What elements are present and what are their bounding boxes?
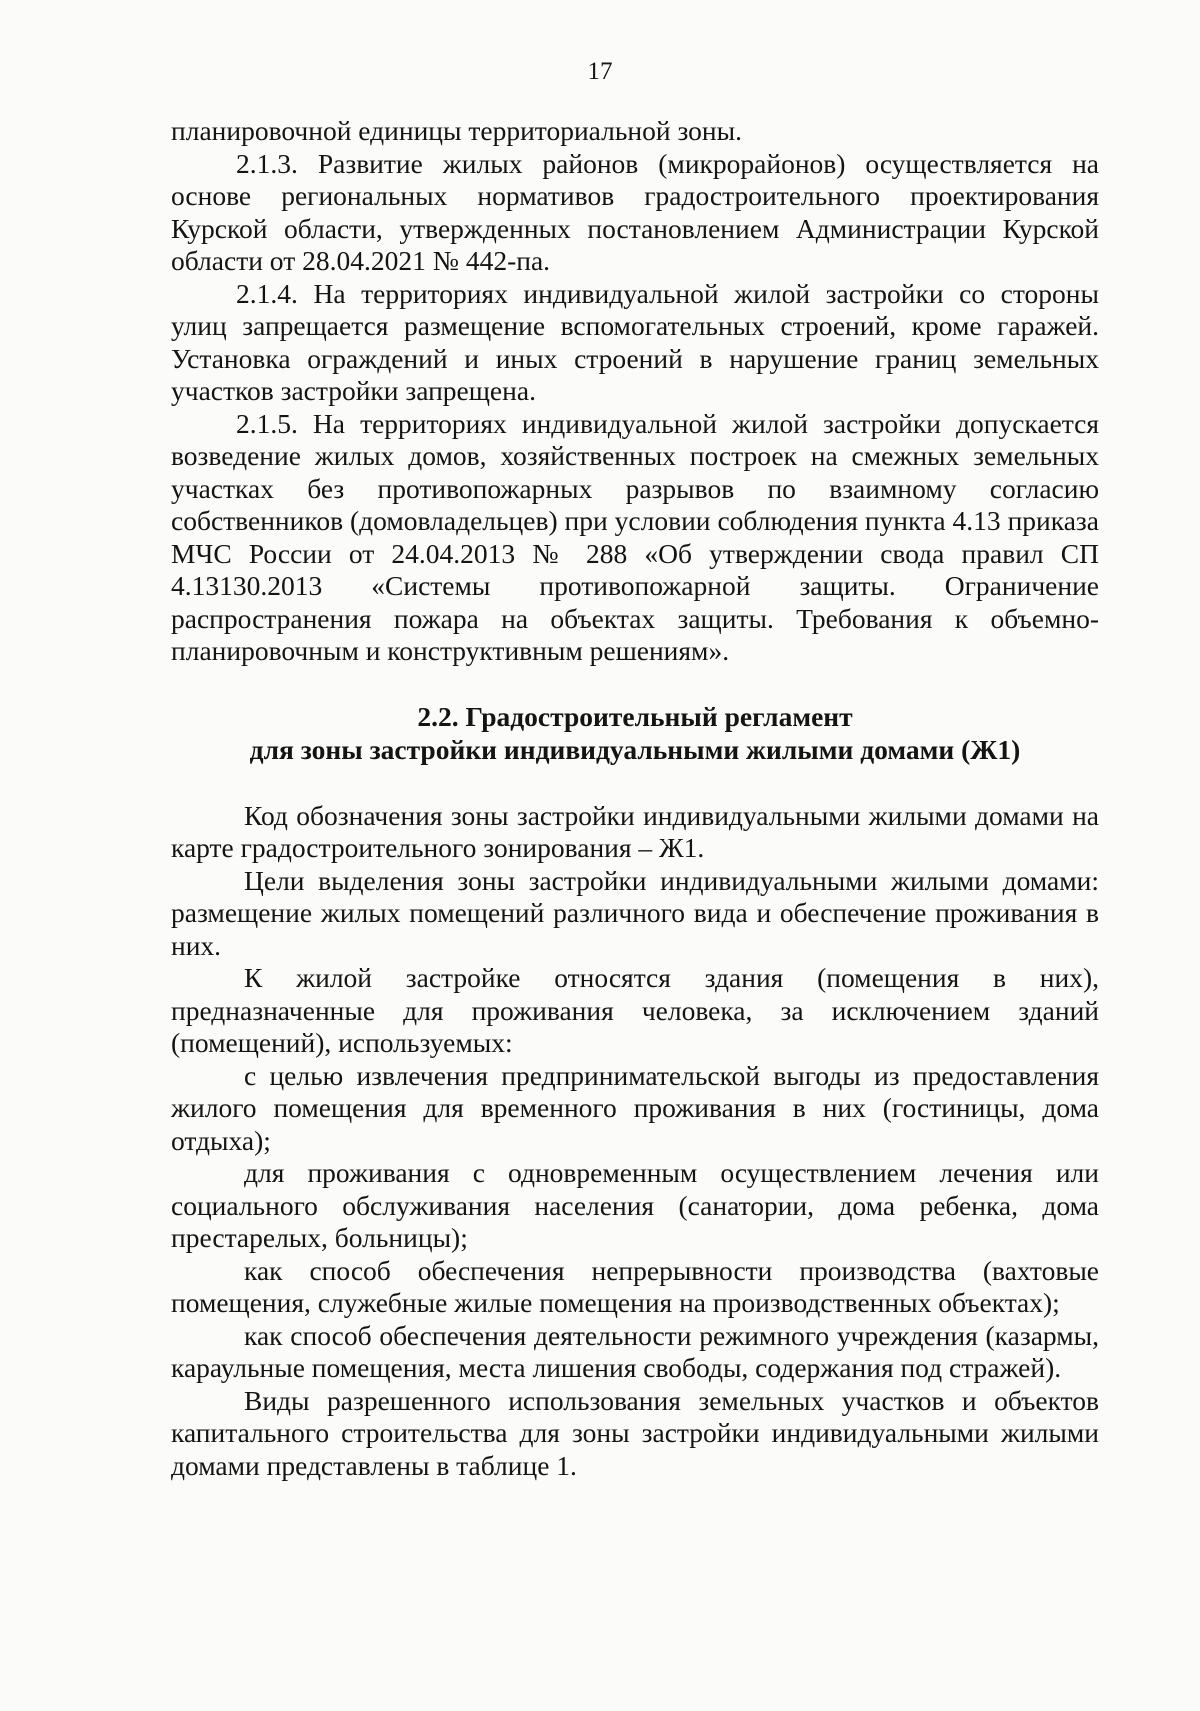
- section-heading: [171, 700, 1099, 766]
- paragraph-exclusion-medical: для проживания с одновременным осуществлением лечения или социального обслуживания населения (санатории, дома ребенка, дома престарелых, больницы);: [171, 1157, 1099, 1253]
- paragraph-zone-goals: Цели выделения зоны застройки индивидуальными жилыми домами: размещение жилых помещений различного вида и обеспечение проживания в них.: [171, 864, 1099, 961]
- paragraph-exclusion-production: как способ обеспечения непрерывности производства (вахтовые помещения, служебные жилые помещения на производственных объектах);: [171, 1254, 1099, 1318]
- paragraph-permitted-uses: Виды разрешенного использования земельных участков и объектов капитального строительства для зоны застройки индивидуальными жилыми домами представлены в таблице 1.: [171, 1384, 1099, 1481]
- document-body: [171, 115, 1099, 1482]
- paragraph-2-1-3: 2.1.3. Развитие жилых районов (микрорайонов) осуществляется на основе региональных нормативов градостроительного проектирования Курской области, утвержденных постановлением Администрации Курской области от 28.04.2021 № 442-па.: [171, 147, 1099, 276]
- section-heading-line-1: 2.2. Градостроительный регламент: [417, 700, 853, 732]
- section-2-2-body: [171, 800, 1099, 1483]
- paragraph-exclusion-regime: как способ обеспечения деятельности режимного учреждения (казармы, караульные помещения, места лишения свободы, содержания под стражей).: [171, 1319, 1099, 1383]
- paragraph-residential-definition: К жилой застройке относятся здания (помещения в них), предназначенные для проживания человека, за исключением зданий (помещений), используемых:: [171, 962, 1099, 1058]
- paragraph-2-1-5: 2.1.5. На территориях индивидуальной жилой застройки допускается возведение жилых домов, хозяйственных построек на смежных земельных участках без противопожарных разрывов по взаимному согласию собственников (домовладельцев) при условии соблюдения пункта 4.13 приказа МЧС России от 24.04.2013 № 288 «Об утверждении свода правил СП 4.13130.2013 «Системы противопожарной защиты. Ограничение распространения пожара на объектах защиты. Требования к объемно-планировочным и конструктивным решениям».: [171, 407, 1099, 666]
- page-number: 17: [587, 58, 613, 85]
- paragraph-2-1-4: 2.1.4. На территориях индивидуальной жилой застройки со стороны улиц запрещается размещение вспомогательных строений, кроме гаражей. Установка ограждений и иных строений в нарушение границ земельных участков застройки запрещена.: [171, 277, 1099, 406]
- paragraph-exclusion-commercial: с целью извлечения предпринимательской выгоды из предоставления жилого помещения для временного проживания в них (гостиницы, дома отдыха);: [171, 1059, 1099, 1156]
- section-heading-line-2: для зоны застройки индивидуальными жилыми домами (Ж1): [249, 733, 1021, 765]
- paragraph-zone-code: Код обозначения зоны застройки индивидуальными жилыми домами на карте градостроительного зонирования – Ж1.: [171, 799, 1099, 863]
- paragraph-continuation: планировочной единицы территориальной зоны.: [171, 115, 742, 146]
